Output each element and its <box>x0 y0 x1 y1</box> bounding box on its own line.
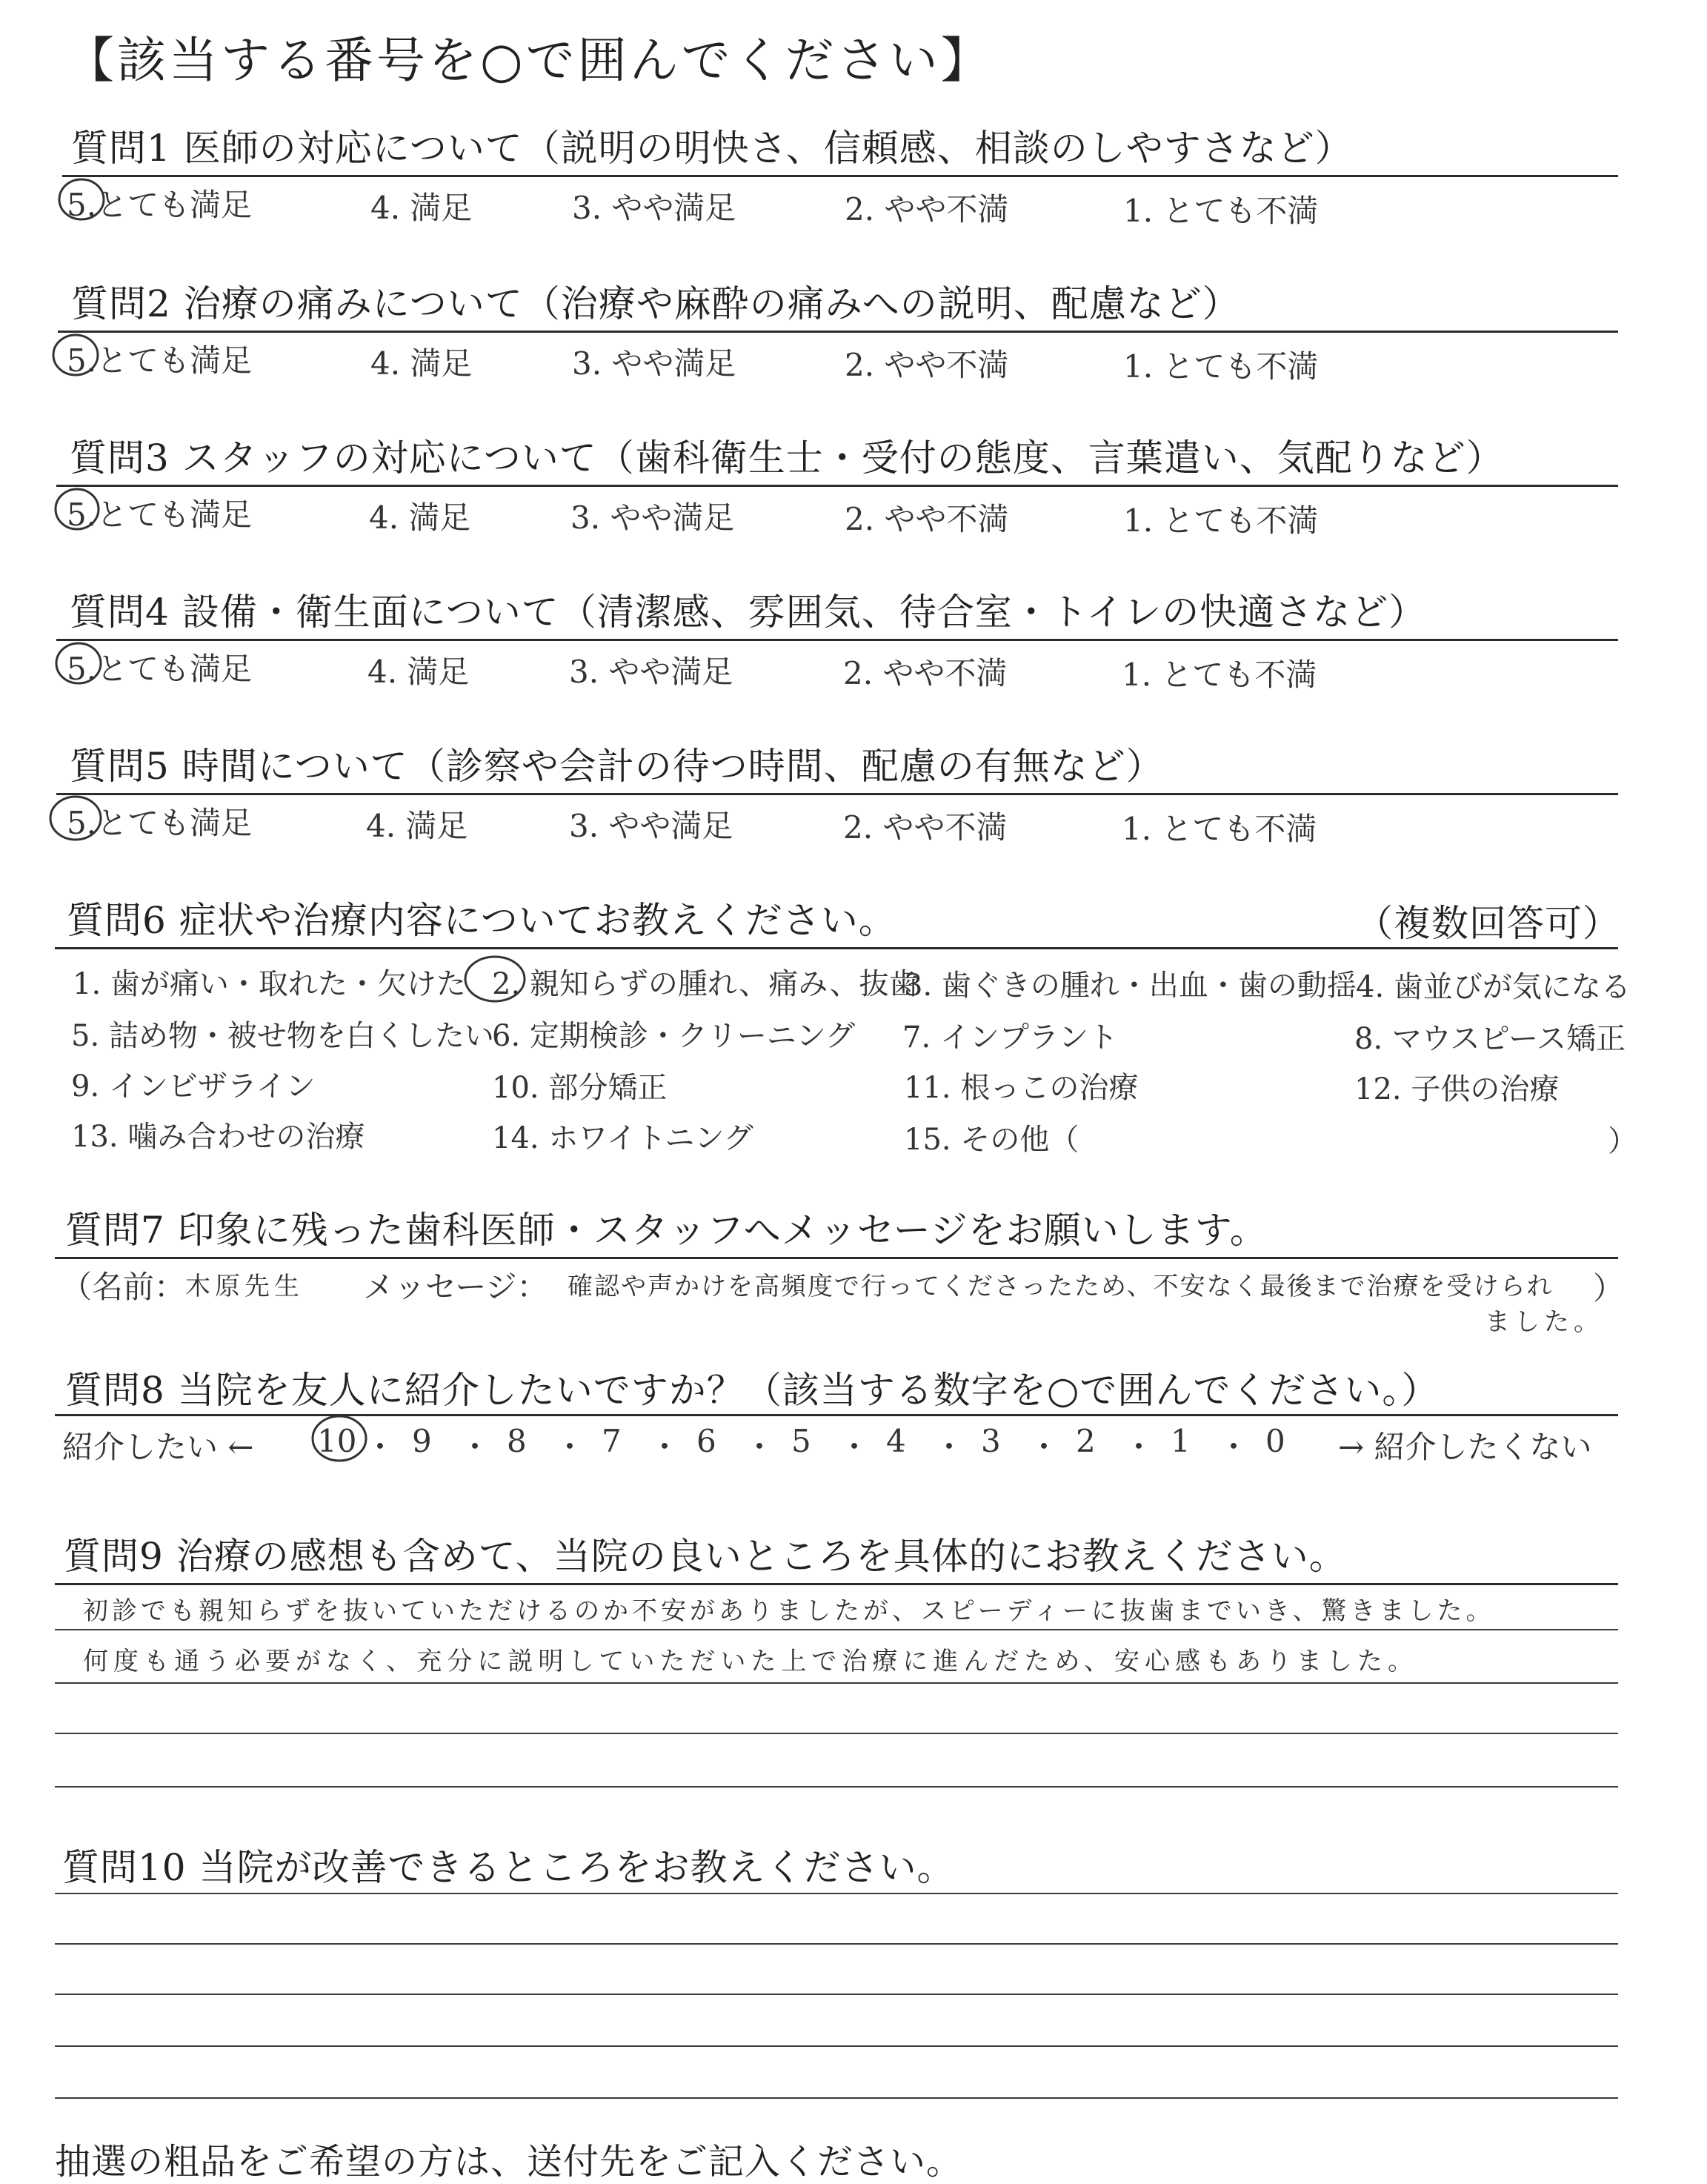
q6-option-5[interactable]: 5. 詰め物・被せ物を白くしたい <box>71 1019 494 1053</box>
q6-option-11[interactable]: 11. 根っこの治療 <box>904 1071 1139 1105</box>
q8-scale-separator: ・ <box>459 1429 491 1465</box>
q8-scale-value-5[interactable]: 5 <box>791 1423 811 1459</box>
q6-option-12[interactable]: 12. 子供の治療 <box>1354 1072 1560 1106</box>
q7-close-paren: ） <box>1593 1270 1625 1307</box>
q9-line-1 <box>55 1629 1618 1630</box>
q3-option-4[interactable]: 4. 満足 <box>369 499 471 536</box>
q6-rule <box>55 947 1618 949</box>
q10-line-2 <box>55 1943 1618 1945</box>
q6-option-14[interactable]: 14. ホワイトニング <box>492 1121 753 1155</box>
q2-option-1[interactable]: 1. とても不満 <box>1123 348 1319 385</box>
q6-other-close-paren: ） <box>1608 1124 1637 1158</box>
q8-scale-value-3[interactable]: 3 <box>981 1423 1001 1459</box>
q5-option-3[interactable]: 3. やや満足 <box>569 808 733 844</box>
q4-rule <box>56 639 1618 641</box>
q9-answer-line1: 初診でも親知らずを抜いていただけるのか不安がありましたが、スピーディーに抜歯までいき、驚きました。 <box>83 1596 1495 1626</box>
q6-option-7[interactable]: 7. インプラント <box>902 1020 1118 1055</box>
q7-message-line1: 確認や声かけを高頻度で行ってくださったため、不安なく最後まで治療を受けられ <box>568 1272 1554 1301</box>
q8-scale-value-7[interactable]: 7 <box>602 1423 622 1459</box>
q1-option-3[interactable]: 3. やや満足 <box>572 190 736 226</box>
q8-scale-value-2[interactable]: 2 <box>1076 1423 1096 1459</box>
q6-option-15[interactable]: 15. その他（ <box>904 1123 1079 1157</box>
q7-rule <box>55 1257 1618 1259</box>
q9-rule <box>55 1583 1618 1585</box>
q8-scale-separator: ・ <box>365 1429 396 1465</box>
q9-title: 質問9 治療の感想も含めて、当院の良いところを具体的にお教えください。 <box>64 1535 1347 1578</box>
q6-option-1[interactable]: 1. 歯が痛い・取れた・欠けた <box>73 967 466 1001</box>
q1-title: 質問1 医師の対応について（説明の明快さ、信頼感、相談のしやすさなど） <box>71 127 1353 170</box>
q2-option-5[interactable]: 5.とても満足 <box>67 342 253 379</box>
q6-option-4[interactable]: 4. 歯並びが気になる <box>1356 970 1631 1004</box>
q8-scale-value-1[interactable]: 1 <box>1171 1423 1191 1459</box>
q3-option-5[interactable]: 5.とても満足 <box>67 497 253 533</box>
q8-scale-separator: ・ <box>1123 1429 1155 1465</box>
q8-scale-separator: ・ <box>839 1429 871 1465</box>
q8-rule <box>55 1414 1618 1416</box>
q5-option-5[interactable]: 5.とても満足 <box>67 805 253 841</box>
q8-scale-separator: ・ <box>554 1429 586 1465</box>
q5-option-1[interactable]: 1. とても不満 <box>1122 811 1317 847</box>
q6-option-10[interactable]: 10. 部分矯正 <box>492 1071 668 1105</box>
q9-line-2 <box>55 1682 1618 1684</box>
q8-scale-separator: ・ <box>1218 1429 1250 1465</box>
q2-option-3[interactable]: 3. やや満足 <box>572 345 736 382</box>
q2-option-4[interactable]: 4. 満足 <box>370 345 473 382</box>
q6-option-13[interactable]: 13. 噛み合わせの治療 <box>71 1120 365 1154</box>
q8-scale-separator: ・ <box>934 1429 965 1465</box>
q4-option-1[interactable]: 1. とても不満 <box>1122 657 1317 693</box>
q5-selection-circle <box>46 793 105 843</box>
q7-title: 質問7 印象に残った歯科医師・スタッフへメッセージをお願いします。 <box>65 1209 1268 1252</box>
q10-line-1 <box>55 1893 1618 1894</box>
q2-rule <box>58 331 1618 333</box>
q8-scale-value-10[interactable]: 10 <box>317 1423 357 1459</box>
q4-option-3[interactable]: 3. やや満足 <box>569 654 733 690</box>
q9-line-3 <box>55 1733 1618 1734</box>
q4-option-2[interactable]: 2. やや不満 <box>843 655 1008 691</box>
form-title: 【該当する番号を○で囲んでください】 <box>65 32 993 89</box>
q1-selection-circle <box>56 176 108 222</box>
q6-option-9[interactable]: 9. インビザライン <box>71 1069 316 1103</box>
q4-selection-circle <box>53 640 105 686</box>
q10-title: 質問10 当院が改善できるところをお教えください。 <box>62 1846 955 1889</box>
q6-selection-circle <box>461 953 532 1005</box>
q8-left-label: 紹介したい ← <box>62 1429 254 1465</box>
q8-scale-value-6[interactable]: 6 <box>696 1423 716 1459</box>
q7-message-line2: ました。 <box>1485 1307 1603 1337</box>
q2-title: 質問2 治療の痛みについて（治療や麻酔の痛みへの説明、配慮など） <box>71 282 1240 325</box>
q1-option-2[interactable]: 2. やや不満 <box>845 191 1009 228</box>
q6-option-6[interactable]: 6. 定期検診・クリーニング <box>492 1019 856 1053</box>
q1-rule <box>62 175 1618 177</box>
q4-title: 質問4 設備・衛生面について（清潔感、雰囲気、待合室・トイレの快適さなど） <box>70 591 1427 634</box>
q3-selection-circle <box>52 486 104 532</box>
q7-message-label: メッセージ： <box>363 1269 548 1305</box>
q3-option-3[interactable]: 3. やや満足 <box>570 499 735 536</box>
q2-option-2[interactable]: 2. やや不満 <box>845 347 1009 383</box>
q6-option-3[interactable]: 3. 歯ぐきの腫れ・出血・歯の動揺 <box>904 969 1357 1003</box>
q8-right-label: → 紹介したくない <box>1338 1429 1592 1465</box>
q8-selection-circle <box>308 1413 370 1464</box>
q3-option-2[interactable]: 2. やや不満 <box>845 501 1009 537</box>
q9-answer-line2: 何度も通う必要がなく、充分に説明していただいた上で治療に進んだため、安心感もありました。 <box>83 1647 1418 1676</box>
q10-line-4 <box>55 2045 1618 2047</box>
q7-name-value: 木原先生 <box>185 1272 304 1301</box>
q8-scale-separator: ・ <box>649 1429 681 1465</box>
q6-option-8[interactable]: 8. マウスピース矯正 <box>1354 1022 1626 1056</box>
q9-line-4 <box>55 1786 1618 1788</box>
q3-rule <box>56 485 1618 487</box>
q5-title: 質問5 時間について（診察や会計の待つ時間、配慮の有無など） <box>70 745 1164 788</box>
q1-option-5[interactable]: 5.とても満足 <box>67 187 253 223</box>
q1-option-4[interactable]: 4. 満足 <box>370 190 473 226</box>
q7-name-label: （名前： <box>61 1269 186 1305</box>
q8-scale-value-0[interactable]: 0 <box>1265 1423 1285 1459</box>
q8-scale-separator: ・ <box>1028 1429 1060 1465</box>
q4-option-4[interactable]: 4. 満足 <box>367 654 470 690</box>
q8-scale-value-9[interactable]: 9 <box>412 1423 432 1459</box>
q8-title: 質問8 当院を友人に紹介したいですか？（該当する数字を○で囲んでください。） <box>65 1369 1440 1412</box>
q8-scale-value-4[interactable]: 4 <box>886 1423 906 1459</box>
footer-note: 抽選の粗品をご希望の方は、送付先をご記入ください。 <box>55 2141 963 2183</box>
q3-option-1[interactable]: 1. とても不満 <box>1123 502 1319 539</box>
q10-line-3 <box>55 1994 1618 1995</box>
q10-line-5 <box>55 2097 1618 2099</box>
q6-note: （複数回答可） <box>1356 902 1620 945</box>
q6-option-2[interactable]: 2. 親知らずの腫れ、痛み、抜歯 <box>492 967 919 1001</box>
q4-option-5[interactable]: 5.とても満足 <box>67 651 253 687</box>
q1-option-1[interactable]: 1. とても不満 <box>1123 193 1319 229</box>
q8-scale-separator: ・ <box>744 1429 776 1465</box>
q5-rule <box>56 793 1618 795</box>
q6-title: 質問6 症状や治療内容についてお教えください。 <box>67 899 896 942</box>
q8-scale-value-8[interactable]: 8 <box>507 1423 527 1459</box>
q3-title: 質問3 スタッフの対応について（歯科衛生士・受付の態度、言葉遣い、気配りなど） <box>70 437 1504 479</box>
q2-selection-circle <box>49 332 101 378</box>
q5-option-4[interactable]: 4. 満足 <box>366 808 468 844</box>
q5-option-2[interactable]: 2. やや不満 <box>843 809 1008 846</box>
